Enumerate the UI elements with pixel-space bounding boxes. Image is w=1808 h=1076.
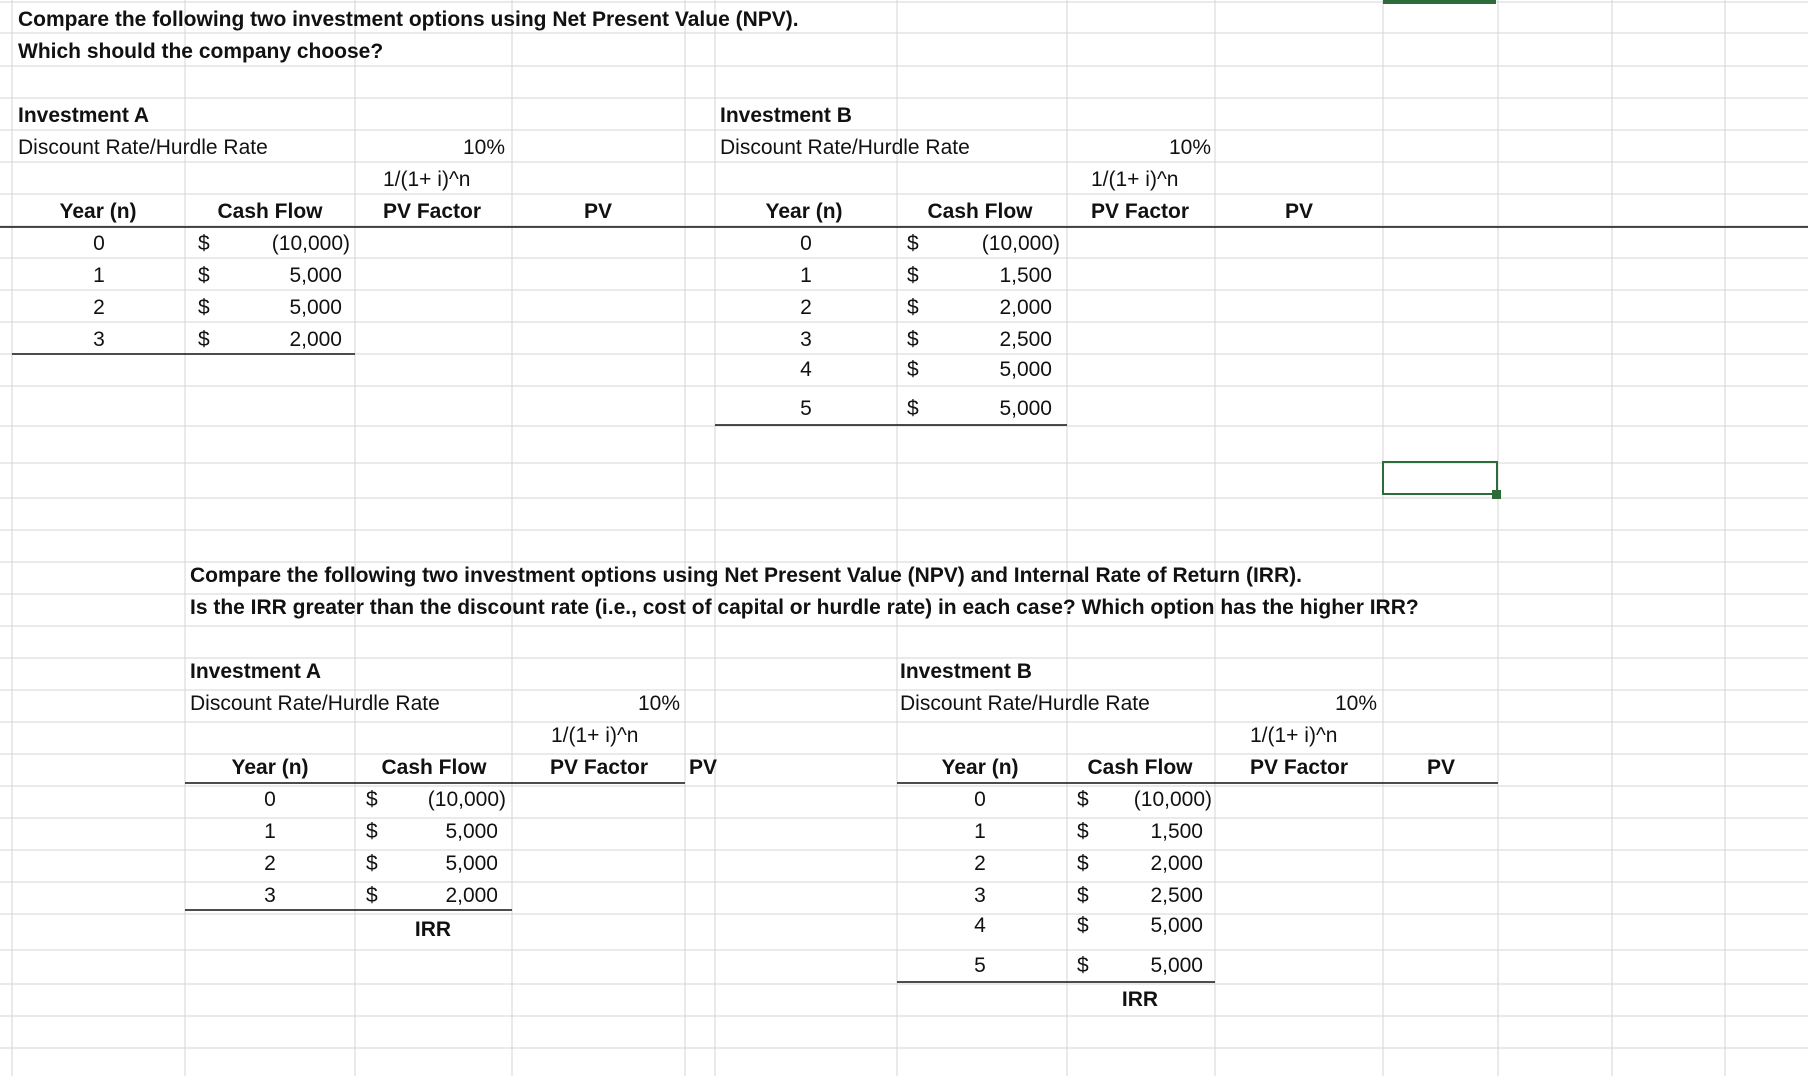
- currency-cell: $: [1077, 788, 1089, 811]
- p1a-rate[interactable]: 10%: [462, 136, 505, 159]
- currency-cell: $: [907, 397, 919, 420]
- year-cell[interactable]: 4: [800, 358, 812, 381]
- year-cell[interactable]: 1: [93, 264, 105, 287]
- currency-cell: $: [1077, 884, 1089, 907]
- cash-cell[interactable]: 1,500: [999, 264, 1052, 287]
- year-cell[interactable]: 3: [264, 884, 276, 907]
- part2-title-line2: Is the IRR greater than the discount rate (i.e., cost of capital or hurdle rate) in each case? Which option has the higher IRR?: [190, 596, 1419, 619]
- p1a-formula: 1/(1+ i)^n: [383, 168, 471, 191]
- currency-cell: $: [1077, 914, 1089, 937]
- year-cell[interactable]: 3: [974, 884, 986, 907]
- cash-cell[interactable]: 5,000: [999, 397, 1052, 420]
- p1b-rate-label: Discount Rate/Hurdle Rate: [720, 136, 970, 159]
- cash-cell[interactable]: 5,000: [289, 296, 342, 319]
- year-cell[interactable]: 1: [800, 264, 812, 287]
- cash-cell[interactable]: 5,000: [445, 820, 498, 843]
- p1b-header-pv: PV: [1284, 200, 1314, 223]
- p2b-rate-label: Discount Rate/Hurdle Rate: [900, 692, 1150, 715]
- p1a-header-year: Year (n): [59, 200, 137, 223]
- p1b-header-cash: Cash Flow: [927, 200, 1033, 223]
- p1a-header-cash: Cash Flow: [217, 200, 323, 223]
- p2a-header-cash: Cash Flow: [381, 756, 487, 779]
- cash-cell[interactable]: (10,000): [271, 232, 350, 255]
- currency-cell: $: [198, 264, 210, 287]
- p2a-header-year: Year (n): [231, 756, 309, 779]
- cash-cell[interactable]: 2,500: [999, 328, 1052, 351]
- p2a-name: Investment A: [190, 660, 322, 683]
- currency-cell: $: [907, 232, 919, 255]
- year-cell[interactable]: 2: [93, 296, 105, 319]
- currency-cell: $: [1077, 852, 1089, 875]
- currency-cell: $: [366, 852, 378, 875]
- year-cell[interactable]: 5: [974, 954, 986, 977]
- cash-cell[interactable]: 2,500: [1150, 884, 1203, 907]
- year-cell[interactable]: 5: [800, 397, 812, 420]
- p2a-formula: 1/(1+ i)^n: [551, 724, 639, 747]
- column-header-highlight: [1383, 0, 1496, 4]
- p2a-header-pv: PV: [689, 756, 718, 779]
- p1a-rate-label: Discount Rate/Hurdle Rate: [18, 136, 268, 159]
- currency-cell: $: [907, 358, 919, 381]
- cash-cell[interactable]: (10,000): [1133, 788, 1212, 811]
- p2b-header-pvf: PV Factor: [1249, 756, 1349, 779]
- cash-cell[interactable]: 2,000: [289, 328, 342, 351]
- cash-cell[interactable]: 2,000: [999, 296, 1052, 319]
- p2a-rate-label: Discount Rate/Hurdle Rate: [190, 692, 440, 715]
- cash-cell[interactable]: 5,000: [445, 852, 498, 875]
- year-cell[interactable]: 2: [974, 852, 986, 875]
- currency-cell: $: [907, 296, 919, 319]
- year-cell[interactable]: 0: [264, 788, 276, 811]
- cash-cell[interactable]: 5,000: [1150, 914, 1203, 937]
- p2b-formula: 1/(1+ i)^n: [1250, 724, 1338, 747]
- cash-cell[interactable]: 5,000: [1150, 954, 1203, 977]
- year-cell[interactable]: 3: [93, 328, 105, 351]
- cash-cell[interactable]: 5,000: [289, 264, 342, 287]
- p1b-formula: 1/(1+ i)^n: [1091, 168, 1179, 191]
- p1b-rate[interactable]: 10%: [1168, 136, 1211, 159]
- p1b-header-year: Year (n): [765, 200, 843, 223]
- p2a-header-pvf: PV Factor: [549, 756, 649, 779]
- currency-cell: $: [1077, 820, 1089, 843]
- part2-title-line1: Compare the following two investment options using Net Present Value (NPV) and Internal Rate of Return (IRR).: [190, 564, 1302, 587]
- year-cell[interactable]: 0: [800, 232, 812, 255]
- cash-cell[interactable]: (10,000): [427, 788, 506, 811]
- fill-handle[interactable]: [1492, 490, 1501, 499]
- currency-cell: $: [198, 232, 210, 255]
- p2a-irr-label: IRR: [414, 918, 452, 941]
- part1-title-line1: Compare the following two investment options using Net Present Value (NPV).: [18, 8, 799, 31]
- currency-cell: $: [366, 788, 378, 811]
- currency-cell: $: [907, 328, 919, 351]
- part1-title-line2: Which should the company choose?: [18, 40, 384, 63]
- year-cell[interactable]: 2: [800, 296, 812, 319]
- currency-cell: $: [1077, 954, 1089, 977]
- cash-cell[interactable]: (10,000): [981, 232, 1060, 255]
- year-cell[interactable]: 4: [974, 914, 986, 937]
- p2b-header-pv: PV: [1426, 756, 1456, 779]
- p1a-header-pv: PV: [583, 200, 613, 223]
- currency-cell: $: [198, 328, 210, 351]
- p1a-header-pvf: PV Factor: [382, 200, 482, 223]
- p2b-header-cash: Cash Flow: [1087, 756, 1193, 779]
- year-cell[interactable]: 3: [800, 328, 812, 351]
- year-cell[interactable]: 2: [264, 852, 276, 875]
- year-cell[interactable]: 1: [974, 820, 986, 843]
- selected-cell[interactable]: [1382, 461, 1498, 495]
- cash-cell[interactable]: 2,000: [1150, 852, 1203, 875]
- year-cell[interactable]: 0: [974, 788, 986, 811]
- p2b-irr-label: IRR: [1121, 988, 1159, 1011]
- p2a-rate[interactable]: 10%: [637, 692, 680, 715]
- p1a-name: Investment A: [18, 104, 150, 127]
- currency-cell: $: [366, 884, 378, 907]
- cash-cell[interactable]: 2,000: [445, 884, 498, 907]
- currency-cell: $: [198, 296, 210, 319]
- p2b-name: Investment B: [900, 660, 1032, 683]
- p2b-rate[interactable]: 10%: [1334, 692, 1377, 715]
- currency-cell: $: [366, 820, 378, 843]
- currency-cell: $: [907, 264, 919, 287]
- cash-cell[interactable]: 1,500: [1150, 820, 1203, 843]
- p1b-name: Investment B: [720, 104, 852, 127]
- p1b-header-pvf: PV Factor: [1090, 200, 1190, 223]
- cash-cell[interactable]: 5,000: [999, 358, 1052, 381]
- year-cell[interactable]: 1: [264, 820, 276, 843]
- year-cell[interactable]: 0: [93, 232, 105, 255]
- p2b-header-year: Year (n): [941, 756, 1019, 779]
